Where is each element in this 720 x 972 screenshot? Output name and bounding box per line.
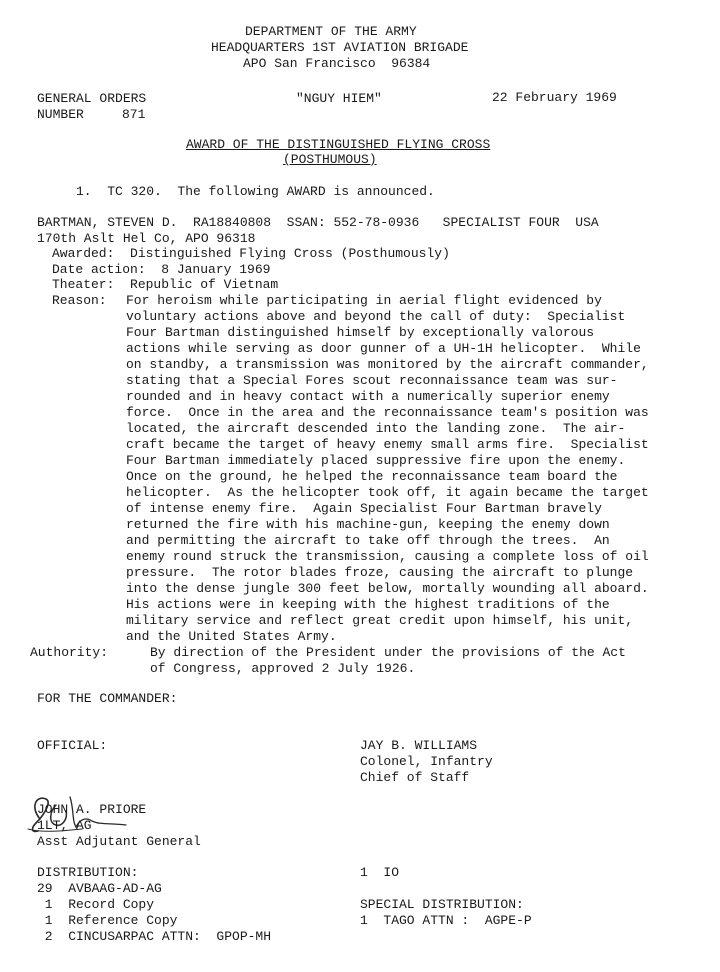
reason-line: For heroism while participating in aerial flight evidenced by	[126, 293, 602, 308]
reason-label: Reason:	[52, 293, 107, 308]
reason-line: His actions were in keeping with the highest traditions of the	[126, 597, 610, 612]
number-label: NUMBER	[37, 107, 84, 122]
chief-name: JAY B. WILLIAMS	[360, 738, 478, 753]
reason-line: rounded and in heavy contact with a numerically superior enemy	[126, 389, 610, 404]
official-title: Asst Adjutant General	[37, 834, 201, 849]
special-distribution-label: SPECIAL DISTRIBUTION:	[360, 897, 524, 912]
reason-line: force. Once in the area and the reconnaissance team's position was	[126, 405, 649, 420]
reason-line: located, the aircraft descended into the landing zone. The air-	[126, 421, 626, 436]
distribution-label: DISTRIBUTION:	[37, 865, 139, 880]
distribution-line: 29 AVBAAG-AD-AG	[37, 881, 162, 896]
handwritten-signature	[22, 757, 152, 807]
for-the-commander: FOR THE COMMANDER:	[37, 691, 178, 706]
award-subtitle: (POSTHUMOUS)	[283, 152, 377, 167]
reason-line: Once on the ground, he helped the reconnaissance team board the	[126, 469, 618, 484]
official-rank: 1LT, AG	[37, 818, 92, 833]
reason-line: stating that a Special Fores scout reconnaissance team was sur-	[126, 373, 618, 388]
distribution-io: 1 IO	[360, 865, 400, 880]
reason-line: military service and reflect great credit upon himself, his unit,	[126, 613, 634, 628]
official-label: OFFICIAL:	[37, 738, 108, 753]
date-action-line: Date action: 8 January 1969	[52, 262, 271, 277]
reason-line: craft became the target of heavy enemy small arms fire. Specialist	[126, 437, 649, 452]
reason-line: into the dense jungle 300 feet below, mortally wounding all aboard.	[126, 581, 649, 596]
reason-line: helicopter. As the helicopter took off, it again became the target	[126, 485, 649, 500]
distribution-line: 1 Record Copy	[37, 897, 155, 912]
unit-line: 170th Aslt Hel Co, APO 96318	[37, 231, 256, 246]
recipient-line: BARTMAN, STEVEN D. RA18840808 SSAN: 552-78-0936 SPECIALIST FOUR USA	[37, 215, 599, 230]
header-headquarters: HEADQUARTERS 1ST AVIATION BRIGADE	[211, 40, 469, 55]
header-apo: APO San Francisco 96384	[243, 56, 431, 71]
authority-line-1: By direction of the President under the provisions of the Act	[150, 645, 626, 660]
announcement: 1. TC 320. The following AWARD is announced.	[76, 184, 435, 199]
reason-line: enemy round struck the transmission, causing a complete loss of oil	[126, 549, 649, 564]
award-title: AWARD OF THE DISTINGUISHED FLYING CROSS	[186, 137, 491, 152]
special-distribution-line: 1 TAGO ATTN : AGPE-P	[360, 913, 532, 928]
reason-line: returned the fire with his machine-gun, keeping the enemy down	[126, 517, 610, 532]
reason-line: and permitting the aircraft to take off through the trees. An	[126, 533, 610, 548]
reason-line: and the United States Army.	[126, 629, 337, 644]
reason-line: on standby, a transmission was monitored by the aircraft commander,	[126, 357, 649, 372]
chief-title: Chief of Staff	[360, 770, 470, 785]
distribution-line: 2 CINCUSARPAC ATTN: GPOP-MH	[37, 929, 272, 944]
reason-line: Four Bartman immediately placed suppressive fire upon the enemy.	[126, 453, 626, 468]
official-name: JOHN A. PRIORE	[37, 802, 147, 817]
header-department: DEPARTMENT OF THE ARMY	[245, 24, 417, 39]
general-orders-label: GENERAL ORDERS	[37, 91, 147, 106]
reason-line: of intense enemy fire. Again Specialist Four Bartman bravely	[126, 501, 602, 516]
chief-rank: Colonel, Infantry	[360, 754, 493, 769]
authority-label: Authority:	[30, 645, 109, 660]
reason-line: actions while serving as door gunner of a UH-1H helicopter. While	[126, 341, 641, 356]
authority-line-2: of Congress, approved 2 July 1926.	[150, 661, 416, 676]
reason-line: voluntary actions above and beyond the call of duty: Specialist	[126, 309, 626, 324]
reason-line: pressure. The rotor blades froze, causing the aircraft to plunge	[126, 565, 634, 580]
reason-line: Four Bartman distinguished himself by exceptionally valorous	[126, 325, 595, 340]
order-number: 871	[122, 107, 146, 122]
awarded-line: Awarded: Distinguished Flying Cross (Posthumously)	[52, 246, 450, 261]
motto: "NGUY HIEM"	[296, 91, 382, 106]
order-date: 22 February 1969	[492, 90, 617, 105]
distribution-line: 1 Reference Copy	[37, 913, 178, 928]
theater-line: Theater: Republic of Vietnam	[52, 277, 279, 292]
